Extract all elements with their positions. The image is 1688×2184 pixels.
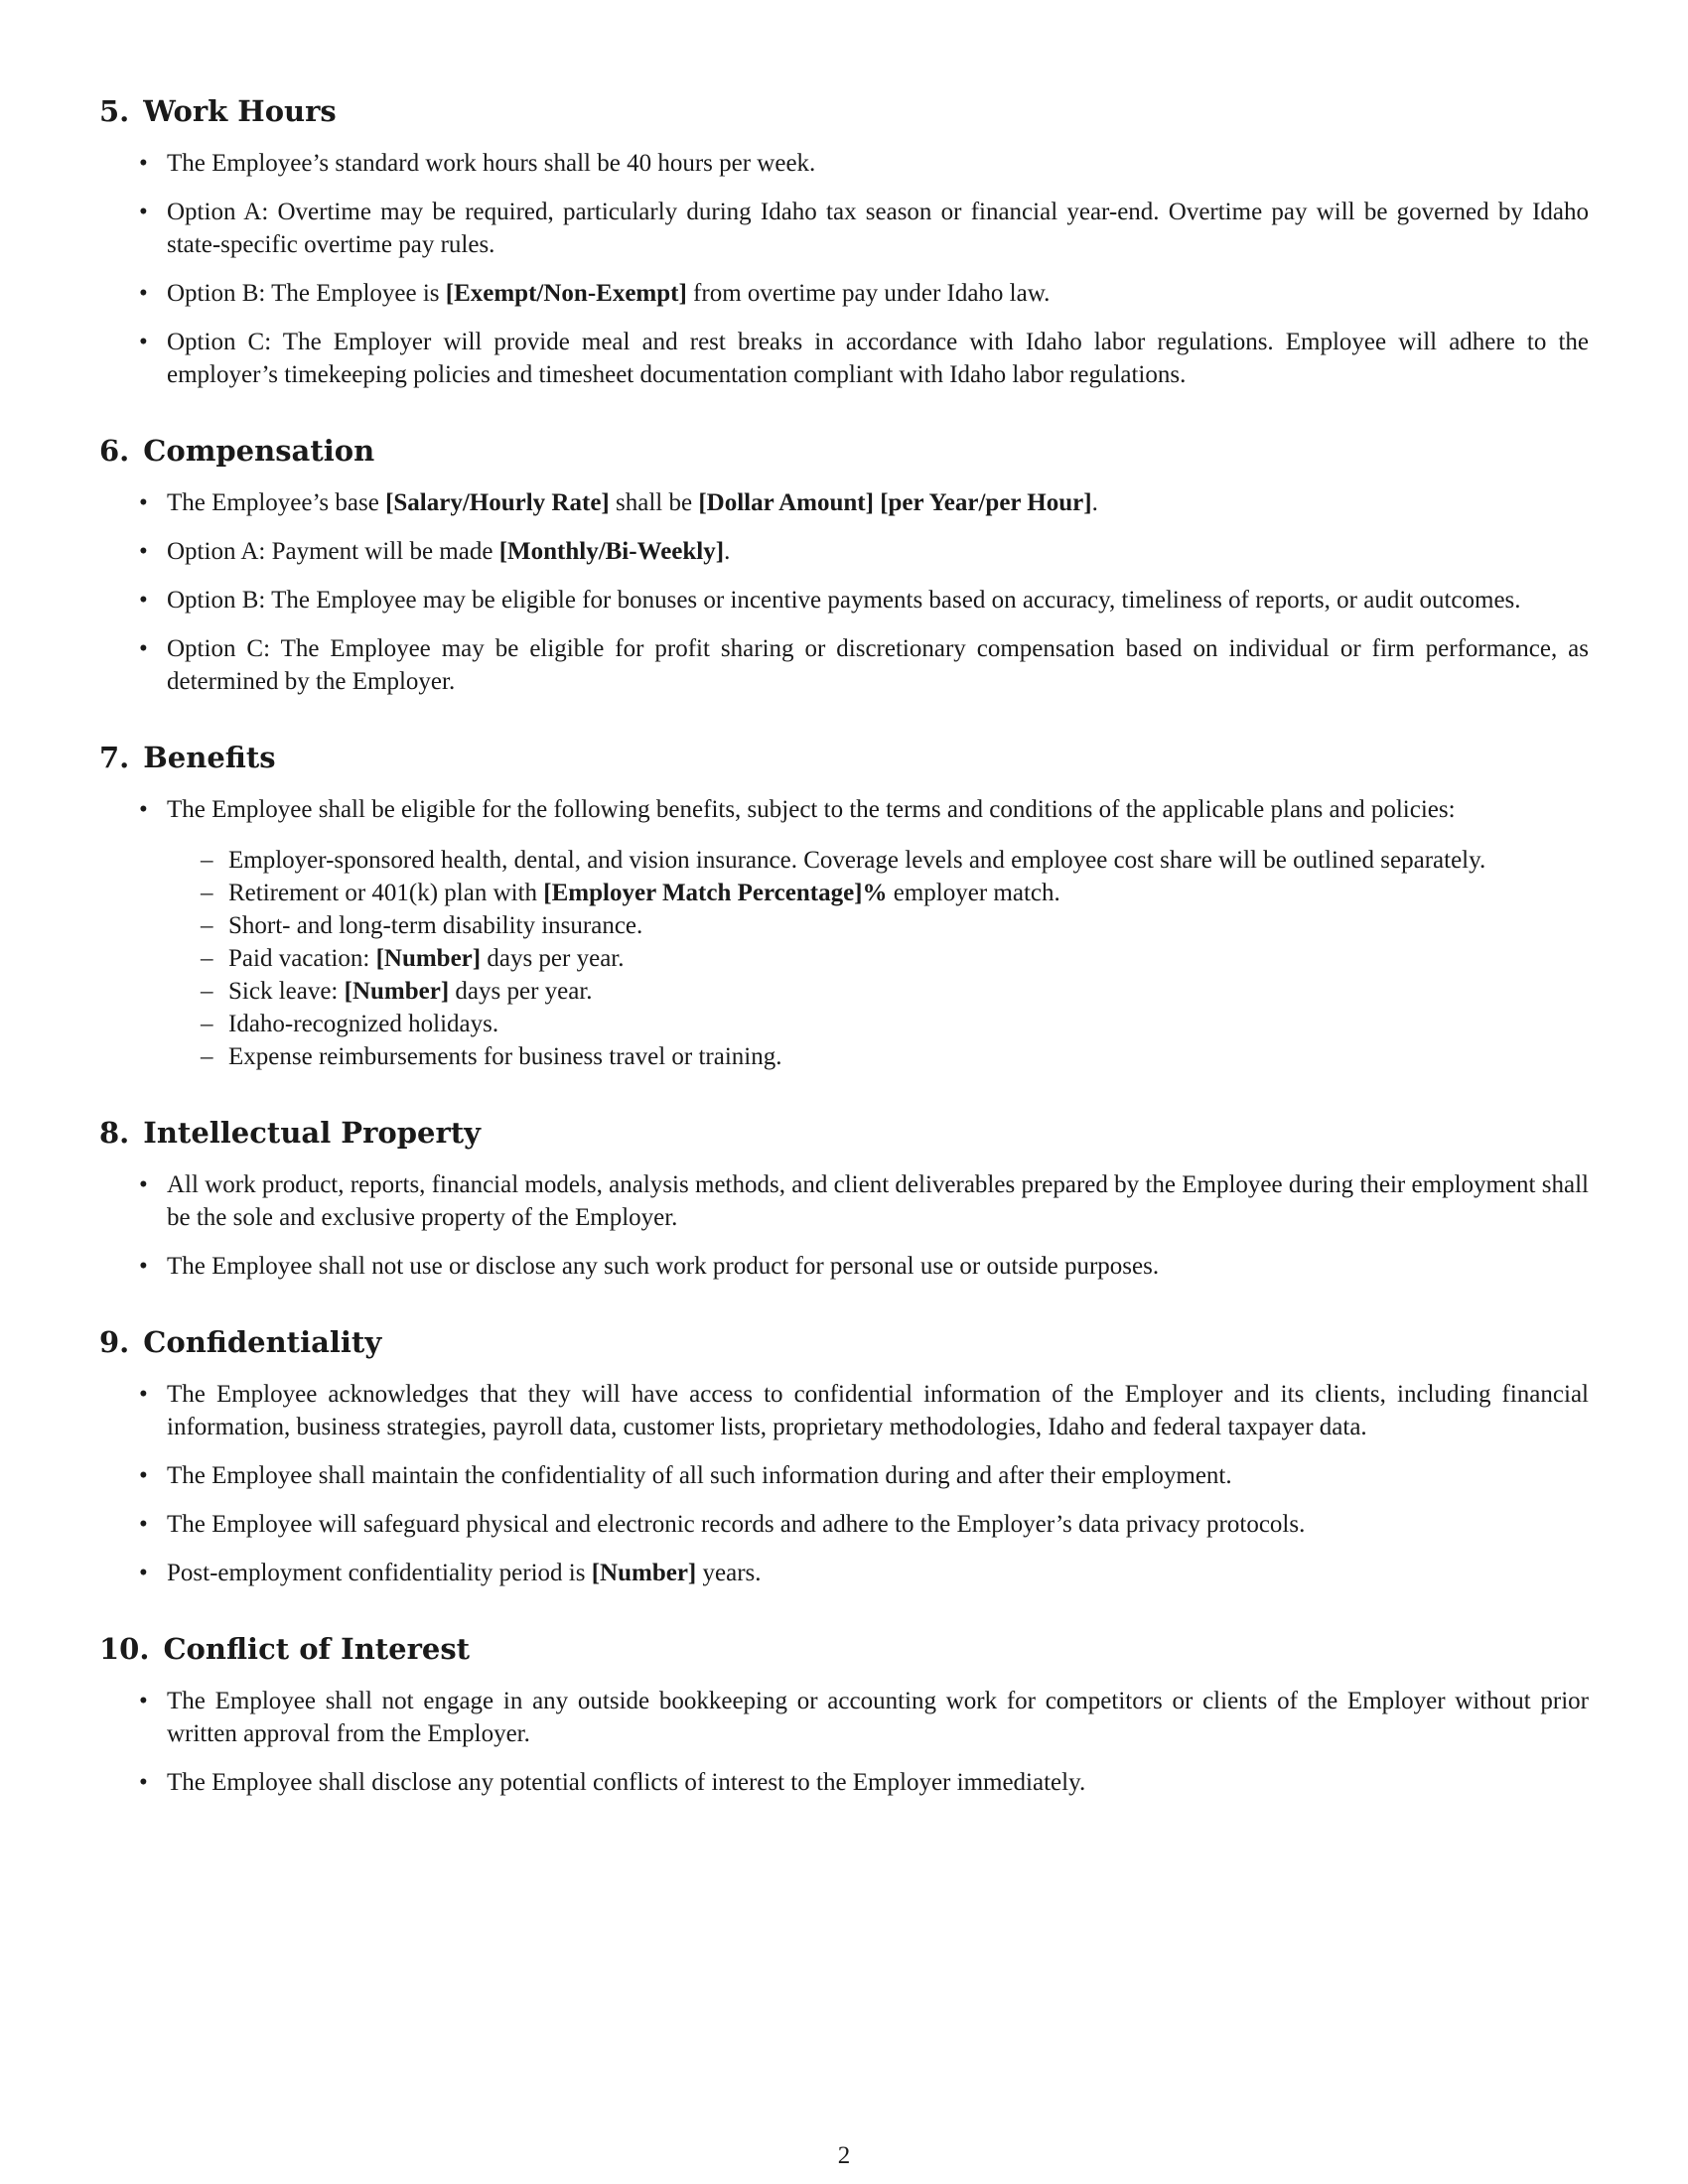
sub-list-item [167, 975, 1589, 1008]
list-item [99, 1250, 1589, 1283]
list-item [99, 535, 1589, 568]
item-text: The Employee shall disclose any potential conflicts of interest to the Employer immediately. [167, 1769, 1086, 1796]
sub-list [167, 844, 1589, 1073]
section-title: Conflict of Interest [163, 1632, 471, 1666]
item-text: Sick leave: [228, 978, 345, 1005]
item-text: years. [696, 1560, 762, 1586]
item-text: Idaho-recognized holidays. [228, 1011, 499, 1037]
item-text: Option B: The Employee is [167, 280, 446, 307]
sub-list-item [167, 1040, 1589, 1073]
section-heading [99, 1113, 1589, 1153]
list-item [99, 147, 1589, 180]
item-text: employer match. [887, 880, 1060, 906]
item-text: The Employee’s standard work hours shall be 40 hours per week. [167, 150, 816, 177]
list-item [99, 1557, 1589, 1589]
list-item [99, 1459, 1589, 1492]
section-heading [99, 91, 1589, 131]
section-heading [99, 1629, 1589, 1669]
sub-list-item [167, 909, 1589, 942]
placeholder-field: [Number] [591, 1560, 697, 1586]
placeholder-field: [Employer Match Percentage]% [543, 880, 888, 906]
list-item [99, 1378, 1589, 1443]
bullet-list [99, 793, 1589, 1073]
list-item [99, 584, 1589, 616]
document-page [99, 91, 1589, 1839]
placeholder-field: [Monthly/Bi-Weekly] [498, 538, 725, 565]
section-conflict-of-interest [99, 1629, 1589, 1799]
item-text: The Employee’s base [167, 489, 386, 516]
item-text: The Employee shall not engage in any outside bookkeeping or accounting work for competitors or clients of the Employer without prior written approval from the Employer. [167, 1688, 1589, 1747]
section-number: 8. [99, 1116, 130, 1150]
section-compensation [99, 431, 1589, 698]
bullet-list [99, 1685, 1589, 1799]
item-text: Expense reimbursements for business travel or training. [228, 1043, 782, 1070]
bullet-list [99, 147, 1589, 391]
section-confidentiality [99, 1322, 1589, 1589]
item-text: days per year. [481, 945, 625, 972]
item-text: Option C: The Employee may be eligible for profit sharing or discretionary compensation based on individual or firm performance, as determined by the Employer. [167, 635, 1589, 695]
section-work-hours [99, 91, 1589, 391]
item-text: The Employee will safeguard physical and electronic records and adhere to the Employer’s data privacy protocols. [167, 1511, 1306, 1538]
item-text: The Employee shall be eligible for the following benefits, subject to the terms and conditions of the applicable plans and policies: [167, 796, 1456, 823]
item-text: from overtime pay under Idaho law. [686, 280, 1051, 307]
list-item [99, 1508, 1589, 1541]
item-text: All work product, reports, financial models, analysis methods, and client deliverables prepared by the Employee during their employment shall be the sole and exclusive property of the Employer. [167, 1171, 1589, 1231]
section-title: Confidentiality [143, 1325, 382, 1359]
sub-list-item [167, 1008, 1589, 1040]
placeholder-field: [Salary/Hourly Rate] [385, 489, 610, 516]
placeholder-field: [Number] [344, 978, 450, 1005]
page-number: 2 [837, 2142, 851, 2169]
sub-list-item [167, 942, 1589, 975]
item-text: Post-employment confidentiality period is [167, 1560, 592, 1586]
item-text: The Employee acknowledges that they will have access to confidential information of the Employer and its clients, including financial information, business strategies, payroll data, customer lists, proprietary methodologies, Idaho and federal taxpayer data. [167, 1381, 1589, 1440]
item-text: days per year. [449, 978, 593, 1005]
bullet-list [99, 1168, 1589, 1283]
item-text: Option C: The Employer will provide meal and rest breaks in accordance with Idaho labor regulations. Employee will adhere to the employer’s timekeeping policies and timesheet documentation compliant with Idaho labor regulations. [167, 329, 1589, 388]
item-text: Short- and long-term disability insurance. [228, 912, 643, 939]
placeholder-field: [Dollar Amount] [698, 489, 874, 516]
item-text: Option A: Payment will be made [167, 538, 499, 565]
section-number: 7. [99, 741, 130, 774]
item-text: Option B: The Employee may be eligible for bonuses or incentive payments based on accuracy, timeliness of reports, or audit outcomes. [167, 587, 1521, 614]
section-number: 9. [99, 1325, 130, 1359]
section-heading [99, 1322, 1589, 1362]
section-number: 10. [99, 1632, 150, 1666]
item-text: The Employee shall not use or disclose any such work product for personal use or outside purposes. [167, 1253, 1160, 1280]
placeholder-field: [Number] [375, 945, 482, 972]
section-title: Benefits [143, 741, 276, 774]
section-number: 6. [99, 434, 130, 468]
item-text: Retirement or 401(k) plan with [228, 880, 544, 906]
section-title: Intellectual Property [143, 1116, 481, 1150]
sub-list-item [167, 844, 1589, 877]
list-item [99, 1168, 1589, 1234]
section-benefits [99, 738, 1589, 1073]
bullet-list [99, 486, 1589, 698]
placeholder-field: [per Year/per Hour] [880, 489, 1092, 516]
bullet-list [99, 1378, 1589, 1589]
sub-list-item [167, 877, 1589, 909]
section-heading [99, 431, 1589, 471]
list-item [99, 277, 1589, 310]
item-text: Paid vacation: [228, 945, 376, 972]
item-text: . [724, 538, 731, 565]
list-item [99, 1766, 1589, 1799]
section-number: 5. [99, 94, 130, 128]
section-heading [99, 738, 1589, 777]
section-title: Compensation [143, 434, 375, 468]
section-intellectual-property [99, 1113, 1589, 1283]
item-text: The Employee shall maintain the confidentiality of all such information during and after their employment. [167, 1462, 1232, 1489]
item-text: Option A: Overtime may be required, particularly during Idaho tax season or financial year-end. Overtime pay will be governed by Idaho state-specific overtime pay rules. [167, 199, 1589, 258]
item-text: Employer-sponsored health, dental, and vision insurance. Coverage levels and employee cost share will be outlined separately. [228, 847, 1486, 874]
item-text: . [1091, 489, 1098, 516]
list-item [99, 632, 1589, 698]
list-item [99, 486, 1589, 519]
list-item [99, 1685, 1589, 1750]
placeholder-field: [Exempt/Non-Exempt] [445, 280, 687, 307]
list-item [99, 793, 1589, 1073]
section-title: Work Hours [143, 94, 337, 128]
list-item [99, 196, 1589, 261]
list-item [99, 326, 1589, 391]
item-text: shall be [609, 489, 699, 516]
